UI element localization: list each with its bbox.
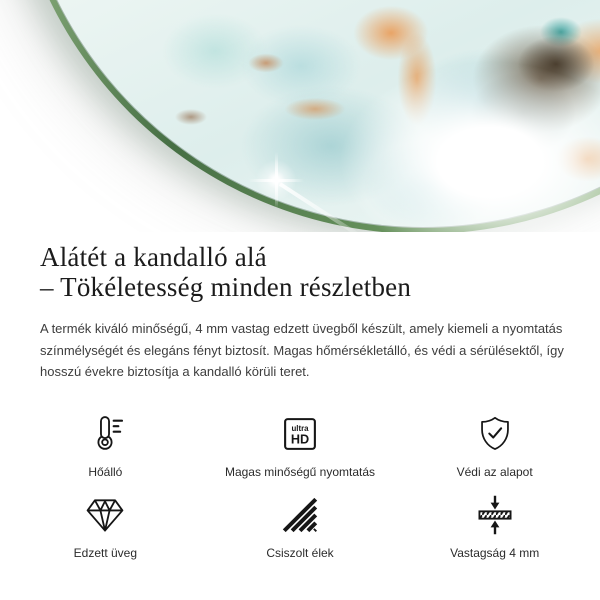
thermometer-icon xyxy=(83,411,127,457)
ultra-hd-icon xyxy=(279,411,321,457)
feature-label: Magas minőségű nyomtatás xyxy=(224,464,376,479)
title-line-2: – Tökéletesség minden részletben xyxy=(40,272,412,302)
polished-edge-icon xyxy=(279,492,321,538)
title-line-1: Alátét a kandalló alá xyxy=(40,242,267,272)
feature-tempered-glass xyxy=(8,492,203,561)
thickness-icon xyxy=(473,492,517,538)
shield-check-icon xyxy=(474,411,516,457)
feature-heat-resistant xyxy=(8,411,203,480)
feature-grid xyxy=(0,411,600,561)
feature-thickness xyxy=(397,492,592,561)
feature-polished-edges xyxy=(203,492,398,561)
feature-print-quality xyxy=(203,411,398,480)
diamond-icon xyxy=(82,492,128,538)
ultra-hd-icon-text-small: ultra xyxy=(291,423,309,433)
feature-label: Csiszolt élek xyxy=(266,545,334,560)
page-title xyxy=(40,242,560,302)
ultra-hd-icon-text-big: HD xyxy=(290,432,310,447)
description-line: színmélységét és elegáns fényt biztosít. Magas hőmérsékletálló, és védi a sérülésektől, így xyxy=(40,342,564,358)
feature-label: Vastagság 4 mm xyxy=(450,545,540,560)
description-line: hosszú évekre biztosítja a kandalló körüli teret. xyxy=(40,364,310,379)
feature-label: Hőálló xyxy=(88,464,123,479)
product-image xyxy=(0,0,600,232)
description-line: A termék kiváló minőségű, 4 mm vastag edzett üvegből készült, amely kiemeli a nyomtatás xyxy=(40,321,563,336)
product-description xyxy=(40,318,564,383)
feature-protects-base xyxy=(397,411,592,480)
feature-label: Edzett üveg xyxy=(73,545,138,560)
feature-label: Védi az alapot xyxy=(456,464,533,479)
image-fade xyxy=(340,62,600,232)
